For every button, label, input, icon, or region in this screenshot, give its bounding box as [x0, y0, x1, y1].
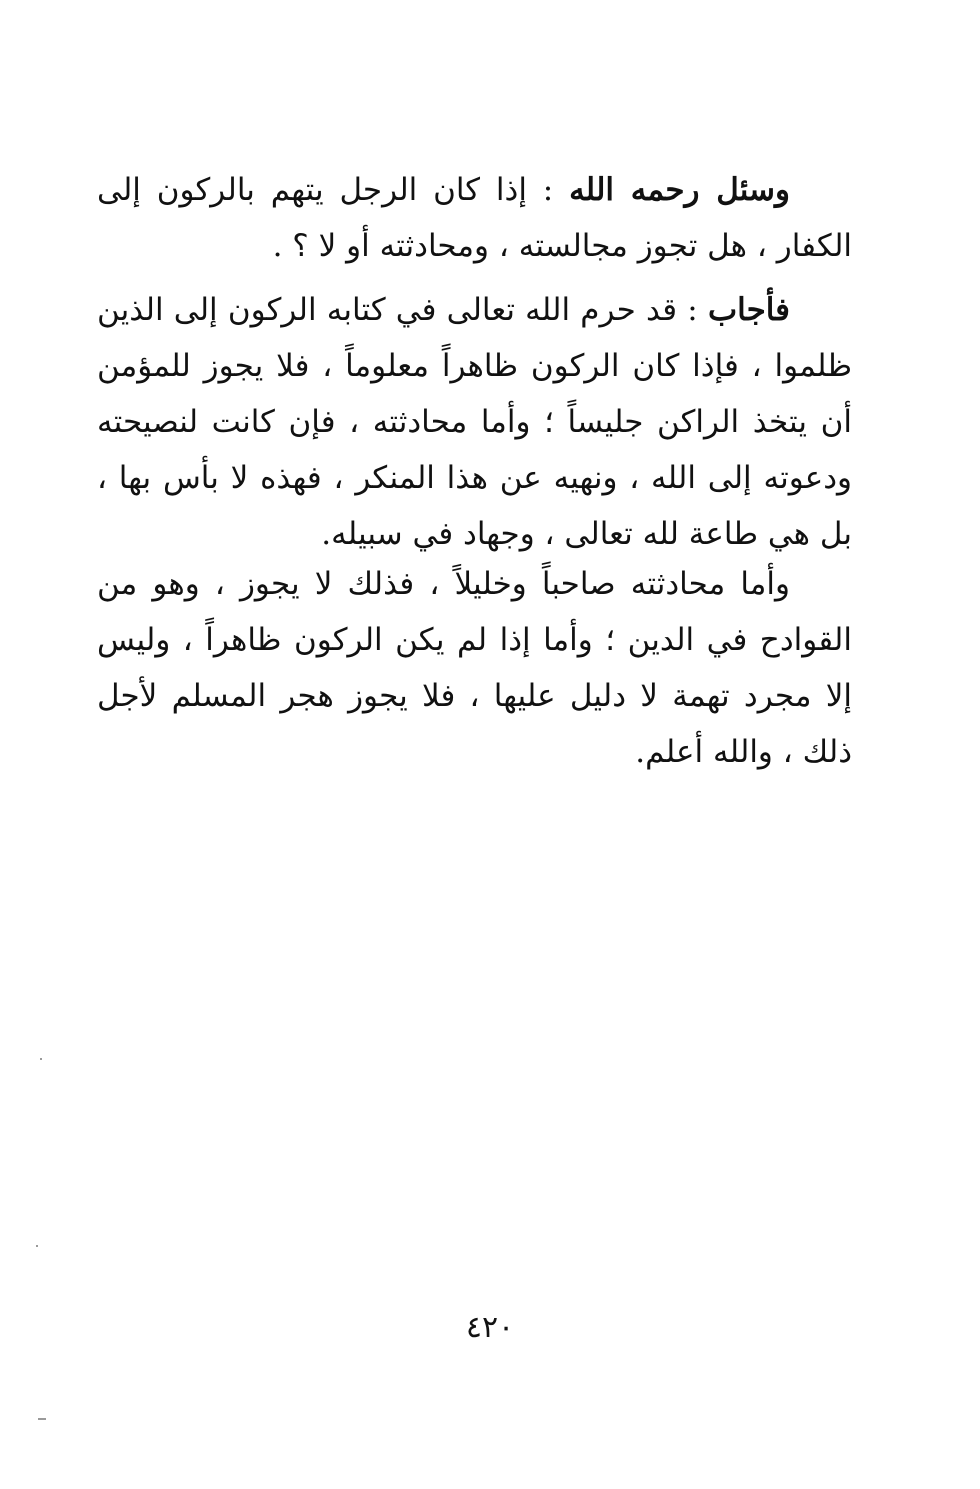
third-paragraph-body: وأما محادثته صاحباً وخليلاً ، فذلك لا يجوز ، وهو من القوادح في الدين ؛ وأما إذا لم يكن الركون ظاهراً ، وليس إلا مجرد تهمة لا دليل عليها ، فلا يجوز هجر المسلم لأجل ذلك ، والله أعلم. [97, 566, 852, 770]
scan-speck [38, 1418, 46, 1420]
answer-body: : قد حرم الله تعالى في كتابه الركون إلى الذين ظلموا ، فإذا كان الركون ظاهراً معلوماً ، فلا يجوز للمؤمن أن يتخذ الراكن جليساً ؛ وأما محادثته ، فإن كانت لنصيحته ودعوته إلى الله ، ونهيه عن هذا المنكر ، فهذه لا بأس بها ، بل هي طاعة لله تعالى ، وجهاد في سبيله. [97, 292, 852, 552]
third-paragraph [97, 556, 852, 780]
question-paragraph [97, 162, 852, 274]
question-body: : إذا كان الرجل يتهم بالركون إلى الكفار ، هل تجوز مجالسته ، ومحادثته أو لا ؟ . [97, 172, 852, 264]
answer-text [97, 282, 852, 562]
page-number: ٤٢٠ [465, 1310, 515, 1345]
question-text [97, 162, 852, 274]
answer-paragraph [97, 282, 852, 562]
scan-speck [40, 1058, 42, 1060]
question-lead: وسئل رحمه الله [569, 172, 790, 208]
answer-lead: فأجاب [707, 292, 790, 328]
third-paragraph-text [97, 556, 852, 780]
scan-speck [36, 1245, 38, 1247]
